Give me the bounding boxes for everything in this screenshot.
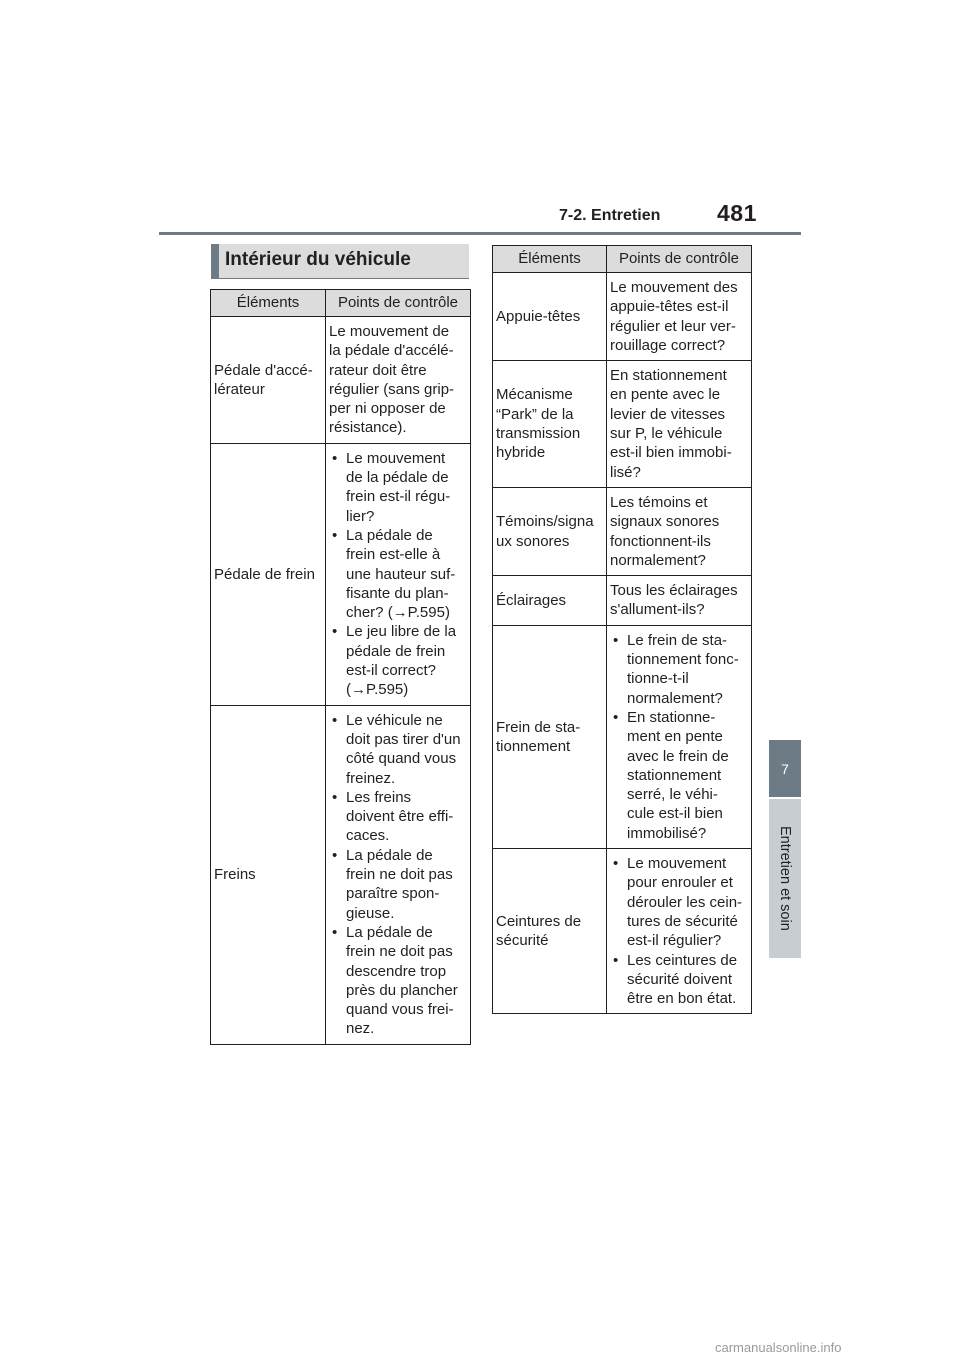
checkpoint-item: • La pédale de frein ne doit pas paraître spon- gieuse. bbox=[329, 846, 468, 923]
column-header-items: Éléments bbox=[211, 290, 326, 317]
checkpoint-list bbox=[610, 854, 749, 1008]
checkpoint-item: • En stationne- ment en pente avec le frein de stationnement serré, le véhi- cule est-il bien immobilisé? bbox=[610, 708, 749, 843]
table-row bbox=[211, 317, 471, 444]
table-row bbox=[493, 273, 752, 361]
table-header-row bbox=[211, 290, 471, 317]
item-cell bbox=[211, 443, 326, 705]
item-text: Pédale d'accé- lérateur bbox=[214, 361, 313, 398]
column-header-items: Éléments bbox=[493, 246, 607, 273]
section-title: 7-2. Entretien bbox=[559, 207, 661, 224]
checkpoint-text: Le mouvement des appuie-têtes est-il régulier et leur ver- rouillage correct? bbox=[610, 279, 738, 354]
checkpoint-cell bbox=[326, 443, 471, 705]
table-row bbox=[211, 705, 471, 1044]
checkpoint-cell bbox=[326, 705, 471, 1044]
item-cell bbox=[493, 487, 607, 575]
checkpoint-item: • Les freins doivent être effi- caces. bbox=[329, 788, 468, 846]
checkpoint-list bbox=[329, 449, 468, 700]
item-text: Freins bbox=[214, 866, 256, 884]
item-text: Témoins/signa ux sonores bbox=[496, 513, 594, 550]
checkpoint-item: • Le jeu libre de la pédale de frein est-il correct? (→P.595) bbox=[329, 622, 468, 699]
section-heading-text: Intérieur du véhicule bbox=[225, 249, 411, 270]
checkpoint-cell bbox=[607, 361, 752, 488]
table-row bbox=[493, 487, 752, 575]
checkpoint-item: • La pédale de frein est-elle à une hauteur suf- fisante du plan- cher? (→P.595) bbox=[329, 526, 468, 622]
checkpoint-text: En stationnement en pente avec le levier de vitesses sur P, le véhicule est-il bien immobi- lisé? bbox=[610, 367, 732, 481]
checkpoint-list bbox=[610, 631, 749, 843]
table-header-row bbox=[493, 246, 752, 273]
table-row bbox=[493, 361, 752, 488]
item-text: Pédale de frein bbox=[214, 565, 315, 583]
header-divider bbox=[159, 232, 801, 235]
checkpoint-cell bbox=[607, 273, 752, 361]
page-number: 481 bbox=[717, 200, 757, 226]
column-header-checkpoints: Points de contrôle bbox=[607, 246, 752, 273]
chapter-title-tab bbox=[769, 799, 801, 958]
checkpoint-text: Le mouvement de la pédale d'accélé- rateur doit être régulier (sans grip- per ni opposer de résistance). bbox=[329, 323, 455, 437]
item-text: Frein de sta- tionnement bbox=[496, 718, 581, 755]
item-text: Mécanisme “Park” de la transmission hybride bbox=[496, 386, 581, 462]
table-row bbox=[493, 576, 752, 626]
item-text: Éclairages bbox=[496, 591, 567, 609]
checkpoint-cell bbox=[607, 576, 752, 626]
item-text: Ceintures de sécurité bbox=[496, 912, 582, 950]
item-cell bbox=[211, 317, 326, 444]
checkpoint-text: Les témoins et signaux sonores fonctionnent-ils normalement? bbox=[610, 493, 720, 569]
inspection-table-left bbox=[210, 289, 471, 1045]
checkpoint-item: • La pédale de frein ne doit pas descendre trop près du plancher quand vous frei- nez. bbox=[329, 923, 468, 1039]
item-cell bbox=[493, 576, 607, 626]
item-cell bbox=[493, 625, 607, 848]
checkpoint-list bbox=[329, 711, 468, 1039]
table-row bbox=[493, 625, 752, 848]
chapter-title: Entretien et soin bbox=[777, 826, 793, 931]
inspection-table-right bbox=[492, 245, 752, 1014]
checkpoint-cell bbox=[607, 849, 752, 1014]
chapter-number-tab: 7 bbox=[769, 740, 801, 797]
checkpoint-cell bbox=[607, 625, 752, 848]
checkpoint-item: • Les ceintures de sécurité doivent être en bon état. bbox=[610, 951, 749, 1009]
checkpoint-item: • Le mouvement pour enrouler et dérouler les cein- tures de sécurité est-il régulier? bbox=[610, 854, 749, 950]
column-header-checkpoints: Points de contrôle bbox=[326, 290, 471, 317]
section-heading bbox=[211, 244, 469, 279]
watermark: carmanualsonline.info bbox=[715, 1340, 842, 1355]
checkpoint-text: Tous les éclairages s'allument-ils? bbox=[610, 582, 738, 619]
checkpoint-item: • Le mouvement de la pédale de frein est-il régu- lier? bbox=[329, 449, 468, 526]
section-heading-accent bbox=[211, 244, 219, 278]
checkpoint-cell bbox=[326, 317, 471, 444]
item-text: Appuie-têtes bbox=[496, 307, 581, 325]
table-row bbox=[493, 849, 752, 1014]
item-cell bbox=[493, 273, 607, 361]
checkpoint-item: • Le véhicule ne doit pas tirer d'un côté quand vous freinez. bbox=[329, 711, 468, 788]
checkpoint-cell bbox=[607, 487, 752, 575]
item-cell bbox=[211, 705, 326, 1044]
table-row bbox=[211, 443, 471, 705]
checkpoint-item: • Le frein de sta- tionnement fonc- tionne-t-il normalement? bbox=[610, 631, 749, 708]
item-cell bbox=[493, 849, 607, 1014]
item-cell bbox=[493, 361, 607, 488]
